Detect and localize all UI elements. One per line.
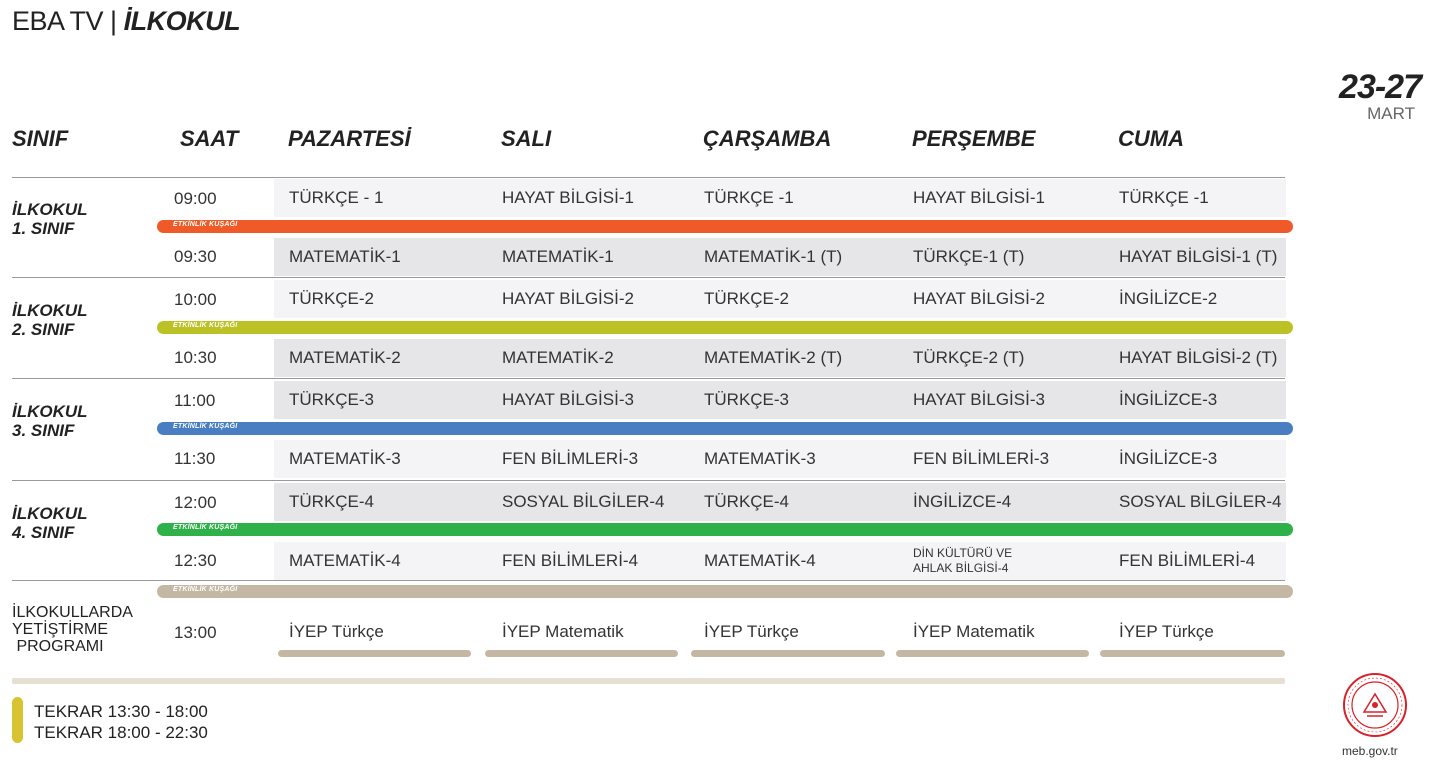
- lesson-cell-wed: MATEMATİK-2 (T): [689, 339, 898, 377]
- lesson-cell-mon: MATEMATİK-2: [274, 339, 487, 377]
- row-divider: [12, 580, 1285, 581]
- lesson-cell-thu: FEN BİLİMLERİ-3: [898, 440, 1104, 478]
- lesson-cell-tue: HAYAT BİLGİSİ-3: [487, 381, 689, 419]
- lesson-cell-fri: HAYAT BİLGİSİ-1 (T): [1104, 238, 1286, 276]
- bottom-divider: [12, 678, 1285, 684]
- website-label: meb.gov.tr: [1342, 744, 1398, 758]
- grade-label: [12, 200, 88, 238]
- lesson-cell-mon: MATEMATİK-1: [274, 238, 487, 276]
- header-grade: SINIF: [12, 126, 69, 151]
- grade-label-line: İLKOKUL: [12, 200, 88, 219]
- grade-label: [12, 402, 88, 440]
- activity-band-label: ETKİNLİK KUŞAĞI: [173, 423, 238, 430]
- iyep-underline: [691, 650, 885, 657]
- activity-band: [157, 585, 1293, 598]
- activity-band: [157, 523, 1293, 536]
- lesson-cell-tue: MATEMATİK-2: [487, 339, 689, 377]
- lesson-cell-mon: TÜRKÇE - 1: [274, 179, 487, 217]
- page-title: [12, 6, 240, 37]
- repeat-line-1: TEKRAR 13:30 - 18:00: [34, 702, 208, 721]
- repeat-line-2: TEKRAR 18:00 - 22:30: [34, 723, 208, 742]
- lesson-cell-fri: İNGİLİZCE-3: [1104, 440, 1286, 478]
- lesson-cell-thu: TÜRKÇE-1 (T): [898, 238, 1104, 276]
- iyep-cell-wed: İYEP Türkçe: [704, 622, 799, 641]
- lesson-cell-fri: FEN BİLİMLERİ-4: [1104, 542, 1286, 580]
- grade-label-line: İLKOKUL: [12, 504, 88, 523]
- time-slot: 11:30: [174, 449, 216, 468]
- program-label-line: PROGRAMI: [12, 638, 104, 655]
- lesson-cell-mon: TÜRKÇE-2: [274, 280, 487, 318]
- activity-band: [157, 422, 1293, 435]
- row-divider: [12, 177, 1285, 178]
- grade-label-line: İLKOKUL: [12, 301, 88, 320]
- activity-band-label: ETKİNLİK KUŞAĞI: [173, 524, 238, 531]
- header-wednesday: ÇARŞAMBA: [703, 126, 832, 151]
- row-divider: [12, 480, 1285, 481]
- lesson-cell-wed: MATEMATİK-3: [689, 440, 898, 478]
- lesson-cell-tue: HAYAT BİLGİSİ-1: [487, 179, 689, 217]
- iyep-underline: [278, 650, 471, 657]
- time-slot: 12:30: [174, 551, 217, 570]
- repeat-marker: [12, 697, 23, 743]
- lesson-cell-tue: FEN BİLİMLERİ-3: [487, 440, 689, 478]
- lesson-cell-thu: HAYAT BİLGİSİ-1: [898, 179, 1104, 217]
- lesson-cell-fri: HAYAT BİLGİSİ-2 (T): [1104, 339, 1286, 377]
- lesson-cell-thu: HAYAT BİLGİSİ-2: [898, 280, 1104, 318]
- time-slot: 10:00: [174, 290, 217, 309]
- time-slot: 09:30: [174, 247, 217, 266]
- grade-label: [12, 504, 88, 542]
- time-slot: 11:00: [174, 391, 216, 410]
- activity-band-label: ETKİNLİK KUŞAĞI: [173, 586, 238, 593]
- time-slot: 10:30: [174, 348, 217, 367]
- meb-logo: [1342, 672, 1408, 738]
- lesson-cell-tue: HAYAT BİLGİSİ-2: [487, 280, 689, 318]
- lesson-cell-wed: TÜRKÇE-2: [689, 280, 898, 318]
- row-divider: [12, 277, 1285, 278]
- lesson-cell-wed: TÜRKÇE-4: [689, 483, 898, 521]
- row-divider: [12, 378, 1285, 379]
- lesson-cell-mon: TÜRKÇE-4: [274, 483, 487, 521]
- program-label: [12, 604, 133, 655]
- time-slot: 09:00: [174, 189, 217, 208]
- time-slot: 12:00: [174, 493, 217, 512]
- lesson-cell-thu: DİN KÜLTÜRÜ VE AHLAK BİLGİSİ-4: [898, 542, 1104, 580]
- program-label-line: İLKOKULLARDA: [12, 604, 133, 621]
- grade-label-line: 2. SINIF: [12, 320, 75, 339]
- lesson-cell-fri: TÜRKÇE -1: [1104, 179, 1286, 217]
- lesson-cell-mon: MATEMATİK-3: [274, 440, 487, 478]
- grade-label-line: 1. SINIF: [12, 219, 75, 238]
- iyep-cell-fri: İYEP Türkçe: [1119, 622, 1214, 641]
- title-sub: İLKOKUL: [123, 6, 241, 36]
- iyep-cell-thu: İYEP Matematik: [913, 622, 1035, 641]
- activity-band-label: ETKİNLİK KUŞAĞI: [173, 322, 238, 329]
- lesson-cell-mon: TÜRKÇE-3: [274, 381, 487, 419]
- lesson-cell-fri: SOSYAL BİLGİLER-4: [1104, 483, 1286, 521]
- date-range: 23-27: [1339, 68, 1421, 106]
- lesson-cell-tue: SOSYAL BİLGİLER-4: [487, 483, 689, 521]
- lesson-cell-fri: İNGİLİZCE-2: [1104, 280, 1286, 318]
- header-friday: CUMA: [1118, 126, 1184, 151]
- grade-label-line: İLKOKUL: [12, 402, 88, 421]
- grade-label: [12, 301, 88, 339]
- lesson-cell-tue: MATEMATİK-1: [487, 238, 689, 276]
- lesson-cell-thu: TÜRKÇE-2 (T): [898, 339, 1104, 377]
- lesson-cell-wed: MATEMATİK-1 (T): [689, 238, 898, 276]
- title-main: EBA TV |: [12, 6, 124, 36]
- iyep-underline: [1100, 650, 1285, 657]
- lesson-cell-thu: İNGİLİZCE-4: [898, 483, 1104, 521]
- activity-band: [157, 220, 1293, 233]
- time-slot: 13:00: [174, 623, 217, 642]
- grade-label-line: 4. SINIF: [12, 523, 75, 542]
- iyep-cell-tue: İYEP Matematik: [502, 622, 624, 641]
- activity-band-label: ETKİNLİK KUŞAĞI: [173, 221, 238, 228]
- lesson-cell-wed: TÜRKÇE -1: [689, 179, 898, 217]
- lesson-cell-mon: MATEMATİK-4: [274, 542, 487, 580]
- lesson-cell-fri: İNGİLİZCE-3: [1104, 381, 1286, 419]
- header-monday: PAZARTESİ: [288, 126, 411, 151]
- header-thursday: PERŞEMBE: [912, 126, 1036, 151]
- iyep-cell-mon: İYEP Türkçe: [289, 622, 384, 641]
- program-label-line: YETİŞTİRME: [12, 621, 109, 638]
- lesson-cell-wed: MATEMATİK-4: [689, 542, 898, 580]
- lesson-cell-tue: FEN BİLİMLERİ-4: [487, 542, 689, 580]
- iyep-underline: [896, 650, 1089, 657]
- iyep-underline: [485, 650, 678, 657]
- header-time: SAAT: [180, 126, 239, 151]
- grade-label-line: 3. SINIF: [12, 421, 75, 440]
- lesson-cell-thu: HAYAT BİLGİSİ-3: [898, 381, 1104, 419]
- activity-band: [157, 321, 1293, 334]
- header-tuesday: SALI: [501, 126, 552, 151]
- lesson-cell-wed: TÜRKÇE-3: [689, 381, 898, 419]
- date-month: MART: [1367, 104, 1415, 123]
